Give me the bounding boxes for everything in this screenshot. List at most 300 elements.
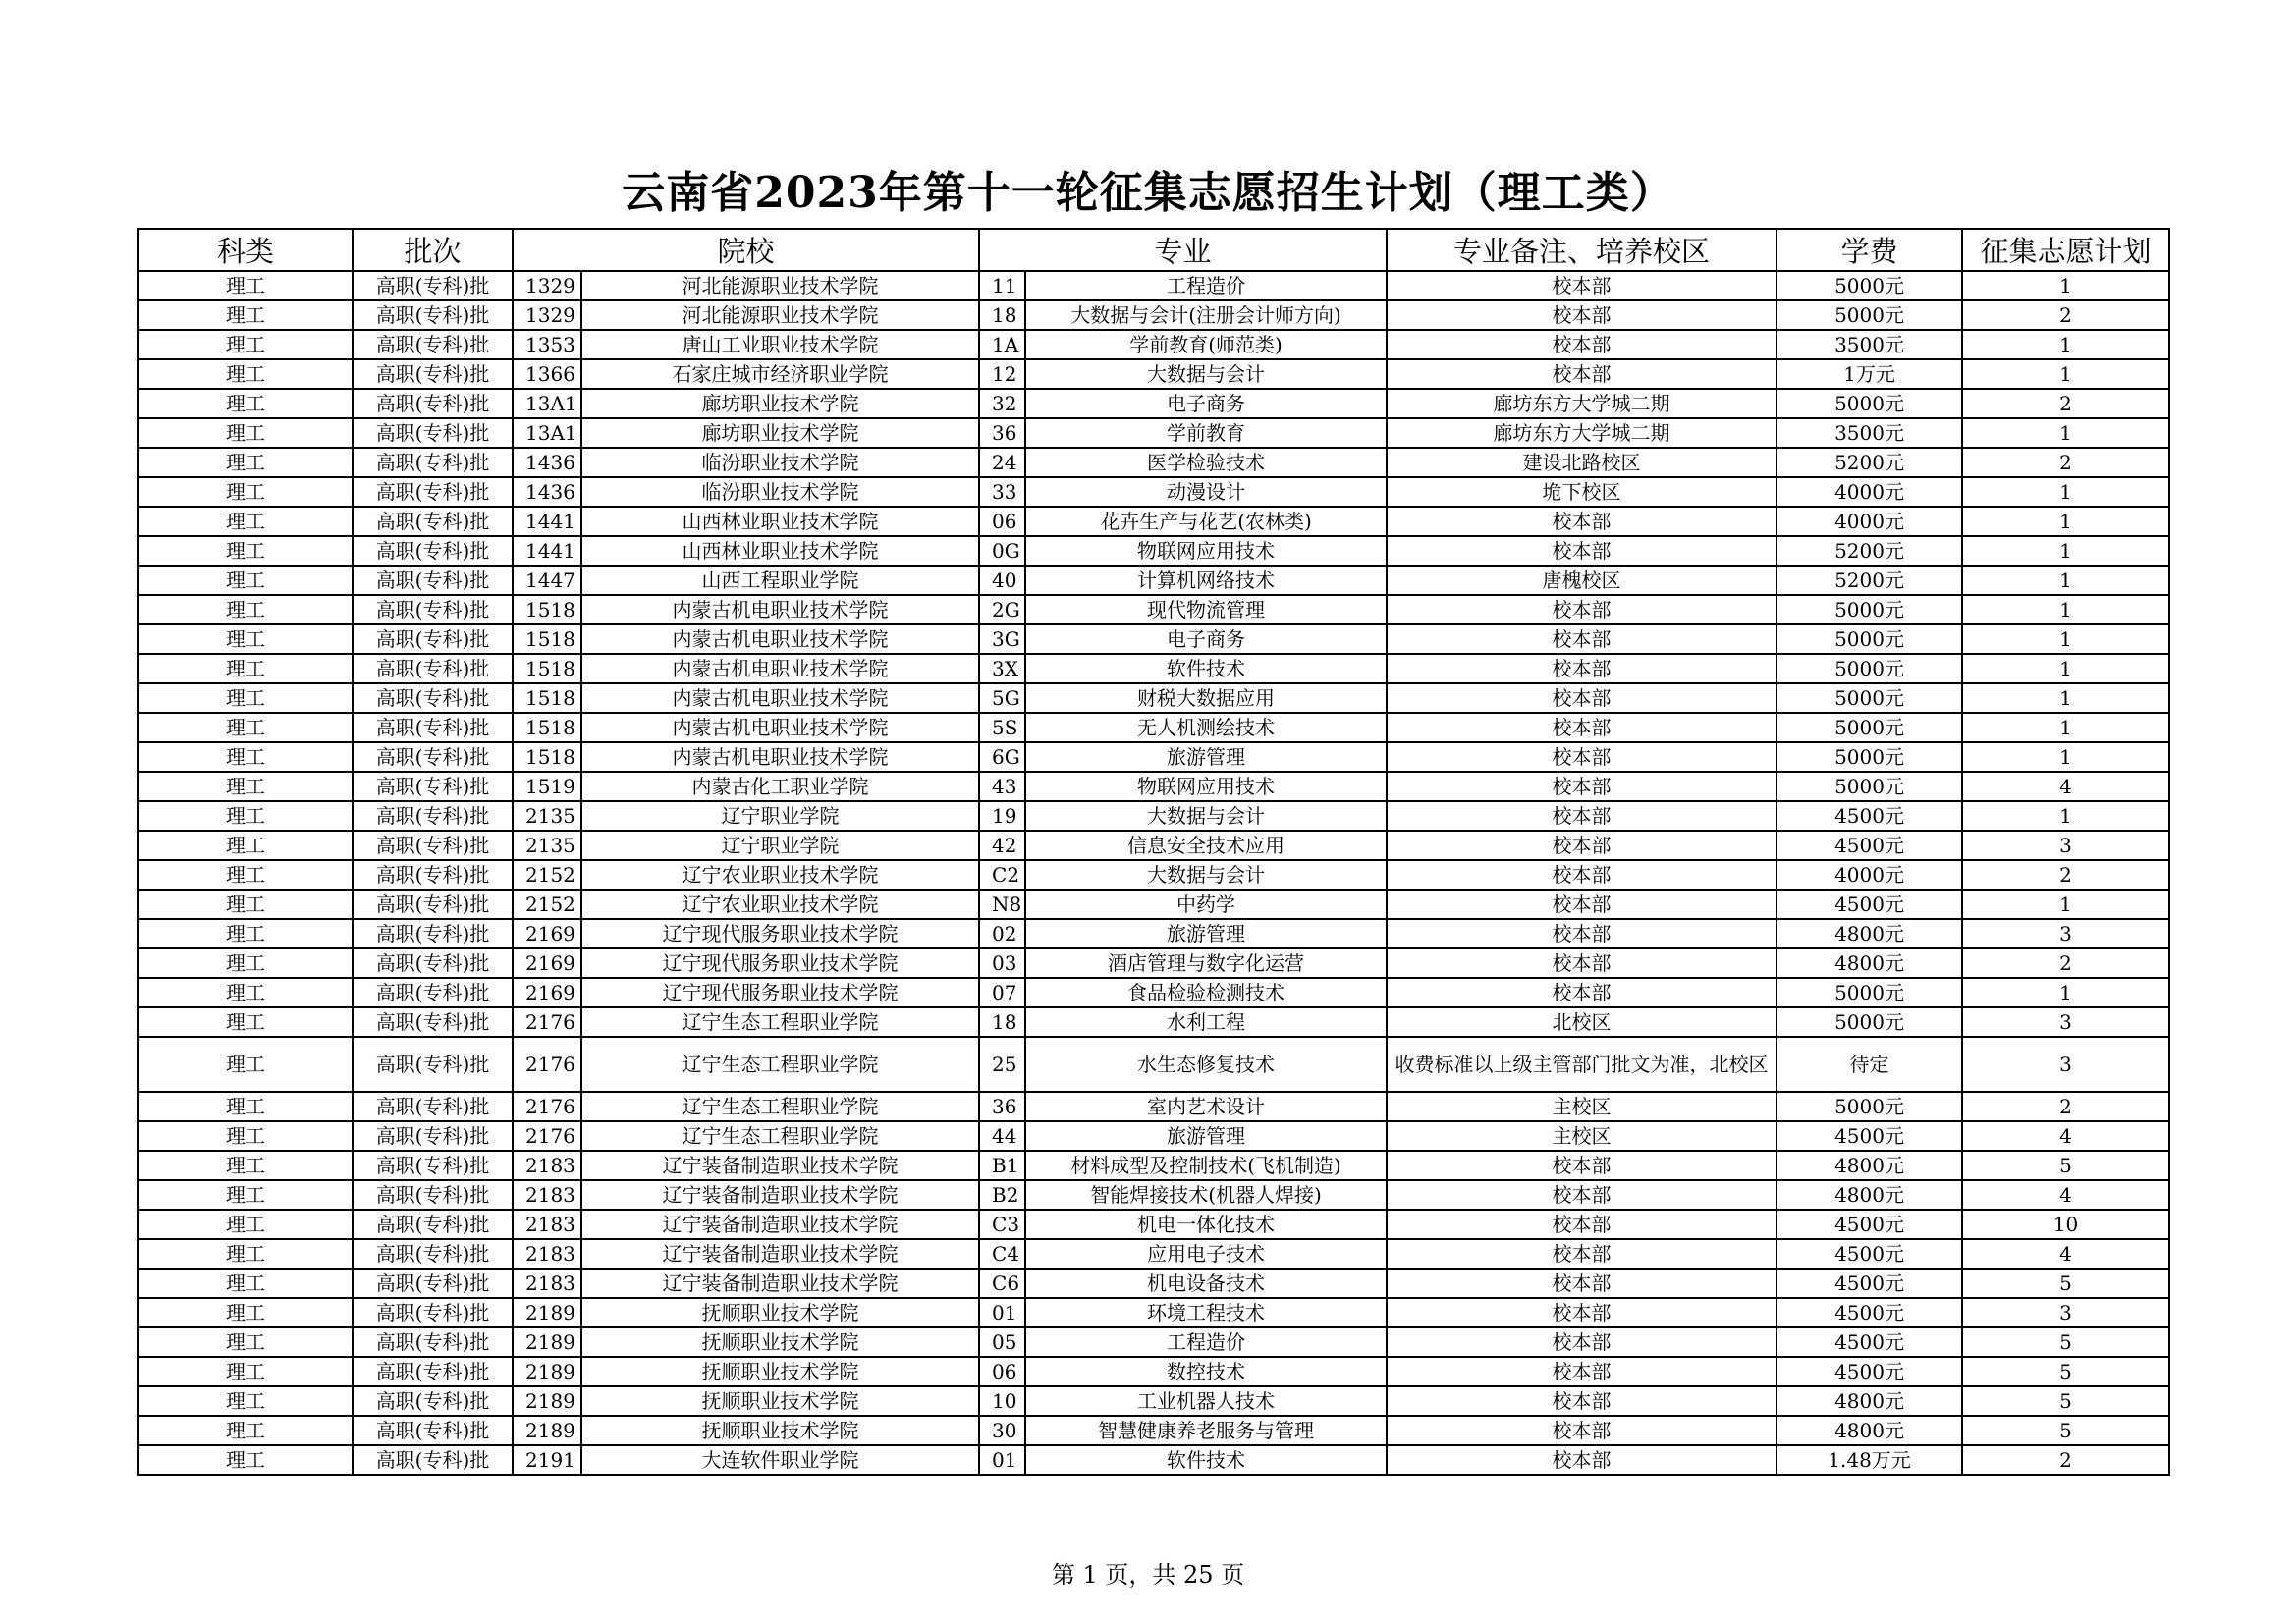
cell-plan: 3: [1962, 919, 2169, 948]
table-row: [138, 448, 2169, 477]
table-row: [138, 1357, 2169, 1386]
cell-school-name: 河北能源职业技术学院: [581, 271, 979, 300]
cell-batch: 高职(专科)批: [353, 1151, 513, 1180]
cell-note: 北校区: [1387, 1007, 1777, 1037]
cell-school-code: 2152: [513, 890, 581, 919]
cell-school-name: 辽宁装备制造职业技术学院: [581, 1239, 979, 1269]
cell-school-code: 2176: [513, 1007, 581, 1037]
cell-school-name: 辽宁生态工程职业学院: [581, 1092, 979, 1121]
cell-major-code: 0G: [979, 536, 1025, 566]
cell-major-name: 中药学: [1025, 890, 1387, 919]
cell-school-code: 1366: [513, 359, 581, 389]
cell-category: 理工: [138, 359, 353, 389]
cell-school-name: 辽宁生态工程职业学院: [581, 1037, 979, 1092]
cell-fee: 4500元: [1777, 1121, 1962, 1151]
cell-major-code: 36: [979, 1092, 1025, 1121]
cell-batch: 高职(专科)批: [353, 1037, 513, 1092]
cell-category: 理工: [138, 1269, 353, 1298]
cell-school-name: 临汾职业技术学院: [581, 448, 979, 477]
cell-note: 校本部: [1387, 271, 1777, 300]
cell-note: 校本部: [1387, 948, 1777, 978]
cell-major-name: 电子商务: [1025, 389, 1387, 418]
cell-major-name: 计算机网络技术: [1025, 566, 1387, 595]
cell-plan: 1: [1962, 890, 2169, 919]
cell-school-code: 2169: [513, 948, 581, 978]
cell-category: 理工: [138, 1445, 353, 1475]
cell-school-name: 廊坊职业技术学院: [581, 418, 979, 448]
cell-school-code: 2183: [513, 1151, 581, 1180]
cell-school-code: 2152: [513, 860, 581, 890]
cell-batch: 高职(专科)批: [353, 860, 513, 890]
cell-major-code: 01: [979, 1445, 1025, 1475]
cell-batch: 高职(专科)批: [353, 1298, 513, 1327]
cell-major-name: 软件技术: [1025, 654, 1387, 683]
cell-batch: 高职(专科)批: [353, 1357, 513, 1386]
cell-plan: 2: [1962, 1445, 2169, 1475]
cell-major-code: 03: [979, 948, 1025, 978]
cell-major-name: 医学检验技术: [1025, 448, 1387, 477]
cell-fee: 3500元: [1777, 418, 1962, 448]
cell-school-name: 山西林业职业技术学院: [581, 536, 979, 566]
table-row: [138, 683, 2169, 713]
table-row: [138, 1037, 2169, 1092]
cell-major-name: 软件技术: [1025, 1445, 1387, 1475]
cell-note: 校本部: [1387, 742, 1777, 772]
cell-school-name: 辽宁职业学院: [581, 831, 979, 860]
cell-note: 唐槐校区: [1387, 566, 1777, 595]
cell-major-name: 学前教育: [1025, 418, 1387, 448]
cell-note: 校本部: [1387, 1298, 1777, 1327]
header-plan: 征集志愿计划: [1962, 229, 2169, 271]
cell-major-code: 36: [979, 418, 1025, 448]
cell-batch: 高职(专科)批: [353, 742, 513, 772]
cell-major-name: 酒店管理与数字化运营: [1025, 948, 1387, 978]
cell-batch: 高职(专科)批: [353, 683, 513, 713]
cell-major-name: 大数据与会计: [1025, 860, 1387, 890]
cell-major-code: 2G: [979, 595, 1025, 624]
cell-school-code: 1518: [513, 624, 581, 654]
cell-major-name: 信息安全技术应用: [1025, 831, 1387, 860]
cell-major-code: 24: [979, 448, 1025, 477]
cell-category: 理工: [138, 1239, 353, 1269]
cell-major-code: 11: [979, 271, 1025, 300]
cell-plan: 1: [1962, 595, 2169, 624]
table-row: [138, 1180, 2169, 1210]
cell-note: 校本部: [1387, 536, 1777, 566]
table-row: [138, 831, 2169, 860]
cell-major-code: 06: [979, 1357, 1025, 1386]
cell-note: 校本部: [1387, 683, 1777, 713]
cell-plan: 10: [1962, 1210, 2169, 1239]
table-row: [138, 1416, 2169, 1445]
cell-fee: 5000元: [1777, 654, 1962, 683]
cell-fee: 3500元: [1777, 330, 1962, 359]
cell-major-name: 数控技术: [1025, 1357, 1387, 1386]
cell-school-code: 1518: [513, 654, 581, 683]
cell-major-code: 01: [979, 1298, 1025, 1327]
cell-major-code: 30: [979, 1416, 1025, 1445]
table-row: [138, 948, 2169, 978]
cell-category: 理工: [138, 890, 353, 919]
cell-major-name: 工程造价: [1025, 1327, 1387, 1357]
cell-major-name: 动漫设计: [1025, 477, 1387, 507]
cell-fee: 5200元: [1777, 536, 1962, 566]
cell-major-code: B2: [979, 1180, 1025, 1210]
table-row: [138, 566, 2169, 595]
cell-note: 校本部: [1387, 772, 1777, 801]
table-row: [138, 418, 2169, 448]
cell-batch: 高职(专科)批: [353, 1239, 513, 1269]
cell-plan: 4: [1962, 772, 2169, 801]
cell-plan: 1: [1962, 359, 2169, 389]
cell-plan: 5: [1962, 1357, 2169, 1386]
table-row: [138, 978, 2169, 1007]
cell-fee: 5000元: [1777, 595, 1962, 624]
cell-fee: 5200元: [1777, 448, 1962, 477]
cell-note: 校本部: [1387, 860, 1777, 890]
cell-school-code: 1329: [513, 271, 581, 300]
cell-fee: 5000元: [1777, 713, 1962, 742]
cell-batch: 高职(专科)批: [353, 831, 513, 860]
cell-batch: 高职(专科)批: [353, 1386, 513, 1416]
cell-major-code: 18: [979, 1007, 1025, 1037]
cell-plan: 1: [1962, 271, 2169, 300]
cell-note: 校本部: [1387, 890, 1777, 919]
cell-note: 校本部: [1387, 654, 1777, 683]
cell-plan: 1: [1962, 683, 2169, 713]
cell-plan: 1: [1962, 654, 2169, 683]
cell-major-code: N8: [979, 890, 1025, 919]
cell-school-code: 2183: [513, 1239, 581, 1269]
cell-school-code: 1329: [513, 300, 581, 330]
cell-school-name: 石家庄城市经济职业学院: [581, 359, 979, 389]
cell-fee: 4500元: [1777, 890, 1962, 919]
cell-school-name: 辽宁现代服务职业技术学院: [581, 948, 979, 978]
cell-major-name: 食品检验检测技术: [1025, 978, 1387, 1007]
cell-major-name: 旅游管理: [1025, 1121, 1387, 1151]
cell-school-code: 2189: [513, 1416, 581, 1445]
cell-school-name: 抚顺职业技术学院: [581, 1298, 979, 1327]
cell-school-name: 山西林业职业技术学院: [581, 507, 979, 536]
enrollment-plan-table: [137, 228, 2170, 1476]
cell-school-name: 抚顺职业技术学院: [581, 1357, 979, 1386]
cell-category: 理工: [138, 1037, 353, 1092]
cell-major-code: 19: [979, 801, 1025, 831]
table-row: [138, 1121, 2169, 1151]
cell-major-code: 06: [979, 507, 1025, 536]
cell-fee: 4800元: [1777, 1386, 1962, 1416]
cell-school-code: 1519: [513, 772, 581, 801]
cell-fee: 4500元: [1777, 1239, 1962, 1269]
cell-batch: 高职(专科)批: [353, 1092, 513, 1121]
cell-plan: 2: [1962, 948, 2169, 978]
cell-fee: 4500元: [1777, 831, 1962, 860]
cell-category: 理工: [138, 330, 353, 359]
table-row: [138, 300, 2169, 330]
cell-fee: 5000元: [1777, 271, 1962, 300]
cell-batch: 高职(专科)批: [353, 566, 513, 595]
cell-school-code: 2176: [513, 1121, 581, 1151]
cell-major-code: 42: [979, 831, 1025, 860]
cell-fee: 5000元: [1777, 772, 1962, 801]
cell-category: 理工: [138, 1092, 353, 1121]
table-row: [138, 1239, 2169, 1269]
cell-fee: 4500元: [1777, 801, 1962, 831]
cell-category: 理工: [138, 300, 353, 330]
cell-category: 理工: [138, 448, 353, 477]
cell-major-name: 大数据与会计: [1025, 801, 1387, 831]
cell-school-name: 山西工程职业学院: [581, 566, 979, 595]
cell-batch: 高职(专科)批: [353, 507, 513, 536]
cell-category: 理工: [138, 1151, 353, 1180]
cell-note: 校本部: [1387, 1327, 1777, 1357]
cell-category: 理工: [138, 742, 353, 772]
cell-fee: 1万元: [1777, 359, 1962, 389]
cell-fee: 4500元: [1777, 1210, 1962, 1239]
cell-batch: 高职(专科)批: [353, 418, 513, 448]
cell-school-name: 内蒙古机电职业技术学院: [581, 683, 979, 713]
cell-plan: 1: [1962, 418, 2169, 448]
cell-fee: 4000元: [1777, 860, 1962, 890]
cell-major-name: 环境工程技术: [1025, 1298, 1387, 1327]
table-row: [138, 1327, 2169, 1357]
table-row: [138, 389, 2169, 418]
cell-fee: 5000元: [1777, 683, 1962, 713]
cell-plan: 2: [1962, 300, 2169, 330]
header-batch: 批次: [353, 229, 513, 271]
cell-school-code: 1441: [513, 507, 581, 536]
cell-school-name: 大连软件职业学院: [581, 1445, 979, 1475]
header-category: 科类: [138, 229, 353, 271]
cell-school-name: 内蒙古机电职业技术学院: [581, 742, 979, 772]
cell-category: 理工: [138, 389, 353, 418]
cell-batch: 高职(专科)批: [353, 1327, 513, 1357]
cell-category: 理工: [138, 1416, 353, 1445]
cell-fee: 5000元: [1777, 742, 1962, 772]
cell-school-code: 1436: [513, 477, 581, 507]
cell-plan: 2: [1962, 1092, 2169, 1121]
cell-category: 理工: [138, 683, 353, 713]
cell-batch: 高职(专科)批: [353, 595, 513, 624]
cell-batch: 高职(专科)批: [353, 948, 513, 978]
table-row: [138, 1092, 2169, 1121]
table-row: [138, 536, 2169, 566]
cell-category: 理工: [138, 801, 353, 831]
cell-major-name: 智慧健康养老服务与管理: [1025, 1416, 1387, 1445]
cell-major-code: C2: [979, 860, 1025, 890]
cell-school-code: 2189: [513, 1298, 581, 1327]
cell-plan: 2: [1962, 860, 2169, 890]
cell-batch: 高职(专科)批: [353, 713, 513, 742]
cell-school-name: 内蒙古机电职业技术学院: [581, 713, 979, 742]
cell-note: 建设北路校区: [1387, 448, 1777, 477]
cell-major-code: 18: [979, 300, 1025, 330]
cell-plan: 1: [1962, 978, 2169, 1007]
table-row: [138, 713, 2169, 742]
cell-batch: 高职(专科)批: [353, 448, 513, 477]
cell-category: 理工: [138, 477, 353, 507]
cell-category: 理工: [138, 507, 353, 536]
cell-note: 校本部: [1387, 1445, 1777, 1475]
cell-major-code: 5G: [979, 683, 1025, 713]
cell-plan: 1: [1962, 566, 2169, 595]
cell-major-name: 工业机器人技术: [1025, 1386, 1387, 1416]
cell-note: 校本部: [1387, 1180, 1777, 1210]
cell-plan: 3: [1962, 831, 2169, 860]
cell-category: 理工: [138, 1210, 353, 1239]
table-header-row: [138, 229, 2169, 271]
header-major: 专业: [979, 229, 1387, 271]
cell-major-name: 水生态修复技术: [1025, 1037, 1387, 1092]
cell-category: 理工: [138, 831, 353, 860]
cell-plan: 2: [1962, 389, 2169, 418]
cell-plan: 5: [1962, 1416, 2169, 1445]
header-school: 院校: [513, 229, 979, 271]
cell-school-code: 2189: [513, 1386, 581, 1416]
cell-batch: 高职(专科)批: [353, 300, 513, 330]
cell-category: 理工: [138, 1327, 353, 1357]
cell-note: 校本部: [1387, 1151, 1777, 1180]
cell-fee: 5000元: [1777, 1007, 1962, 1037]
cell-note: 校本部: [1387, 801, 1777, 831]
cell-batch: 高职(专科)批: [353, 919, 513, 948]
cell-major-code: 07: [979, 978, 1025, 1007]
cell-major-name: 电子商务: [1025, 624, 1387, 654]
cell-fee: 4800元: [1777, 1180, 1962, 1210]
cell-batch: 高职(专科)批: [353, 536, 513, 566]
cell-school-code: 2191: [513, 1445, 581, 1475]
cell-category: 理工: [138, 948, 353, 978]
cell-major-code: 1A: [979, 330, 1025, 359]
cell-major-name: 机电设备技术: [1025, 1269, 1387, 1298]
cell-plan: 1: [1962, 713, 2169, 742]
table-row: [138, 1445, 2169, 1475]
cell-school-code: 1518: [513, 595, 581, 624]
cell-batch: 高职(专科)批: [353, 1121, 513, 1151]
cell-school-name: 辽宁职业学院: [581, 801, 979, 831]
cell-major-code: C6: [979, 1269, 1025, 1298]
cell-school-code: 2183: [513, 1210, 581, 1239]
cell-school-code: 1436: [513, 448, 581, 477]
cell-major-name: 旅游管理: [1025, 919, 1387, 948]
cell-major-name: 旅游管理: [1025, 742, 1387, 772]
table-row: [138, 477, 2169, 507]
cell-school-name: 内蒙古机电职业技术学院: [581, 654, 979, 683]
cell-fee: 5000元: [1777, 300, 1962, 330]
cell-note: 校本部: [1387, 330, 1777, 359]
cell-note: 主校区: [1387, 1121, 1777, 1151]
cell-school-name: 辽宁装备制造职业技术学院: [581, 1151, 979, 1180]
cell-school-code: 1518: [513, 713, 581, 742]
cell-major-name: 大数据与会计(注册会计师方向): [1025, 300, 1387, 330]
table-row: [138, 271, 2169, 300]
cell-plan: 3: [1962, 1037, 2169, 1092]
cell-fee: 4500元: [1777, 1327, 1962, 1357]
cell-major-name: 物联网应用技术: [1025, 772, 1387, 801]
cell-school-name: 辽宁装备制造职业技术学院: [581, 1269, 979, 1298]
cell-note: 校本部: [1387, 1386, 1777, 1416]
cell-category: 理工: [138, 1298, 353, 1327]
cell-school-code: 2169: [513, 978, 581, 1007]
cell-batch: 高职(专科)批: [353, 1416, 513, 1445]
cell-plan: 1: [1962, 536, 2169, 566]
cell-note: 校本部: [1387, 359, 1777, 389]
cell-fee: 待定: [1777, 1037, 1962, 1092]
cell-major-name: 室内艺术设计: [1025, 1092, 1387, 1121]
cell-note: 垝下校区: [1387, 477, 1777, 507]
cell-major-code: 3G: [979, 624, 1025, 654]
cell-plan: 3: [1962, 1007, 2169, 1037]
table-row: [138, 595, 2169, 624]
cell-school-name: 辽宁生态工程职业学院: [581, 1121, 979, 1151]
cell-fee: 4800元: [1777, 1151, 1962, 1180]
cell-category: 理工: [138, 624, 353, 654]
cell-school-name: 内蒙古化工职业学院: [581, 772, 979, 801]
cell-school-code: 2189: [513, 1327, 581, 1357]
cell-major-name: 机电一体化技术: [1025, 1210, 1387, 1239]
cell-major-code: 33: [979, 477, 1025, 507]
cell-category: 理工: [138, 1357, 353, 1386]
cell-fee: 4000元: [1777, 507, 1962, 536]
cell-major-code: C3: [979, 1210, 1025, 1239]
cell-note: 校本部: [1387, 1210, 1777, 1239]
cell-note: 廊坊东方大学城二期: [1387, 418, 1777, 448]
header-note: 专业备注、培养校区: [1387, 229, 1777, 271]
cell-fee: 5000元: [1777, 624, 1962, 654]
cell-category: 理工: [138, 654, 353, 683]
cell-school-code: 2169: [513, 919, 581, 948]
cell-school-name: 抚顺职业技术学院: [581, 1386, 979, 1416]
cell-school-name: 内蒙古机电职业技术学院: [581, 624, 979, 654]
cell-plan: 1: [1962, 477, 2169, 507]
table-row: [138, 330, 2169, 359]
cell-major-code: 5S: [979, 713, 1025, 742]
cell-major-name: 现代物流管理: [1025, 595, 1387, 624]
cell-fee: 4800元: [1777, 948, 1962, 978]
cell-batch: 高职(专科)批: [353, 359, 513, 389]
cell-major-code: 6G: [979, 742, 1025, 772]
table-row: [138, 359, 2169, 389]
cell-school-name: 辽宁装备制造职业技术学院: [581, 1210, 979, 1239]
table-row: [138, 1298, 2169, 1327]
cell-plan: 5: [1962, 1151, 2169, 1180]
cell-school-name: 内蒙古机电职业技术学院: [581, 595, 979, 624]
cell-batch: 高职(专科)批: [353, 1180, 513, 1210]
cell-major-code: 3X: [979, 654, 1025, 683]
cell-school-name: 辽宁生态工程职业学院: [581, 1007, 979, 1037]
cell-batch: 高职(专科)批: [353, 978, 513, 1007]
table-body: [138, 271, 2169, 1475]
cell-plan: 1: [1962, 330, 2169, 359]
cell-note: 校本部: [1387, 624, 1777, 654]
cell-major-name: 工程造价: [1025, 271, 1387, 300]
table-row: [138, 742, 2169, 772]
cell-plan: 1: [1962, 507, 2169, 536]
cell-note: 校本部: [1387, 1357, 1777, 1386]
cell-fee: 4800元: [1777, 1416, 1962, 1445]
cell-school-name: 抚顺职业技术学院: [581, 1416, 979, 1445]
cell-school-code: 1447: [513, 566, 581, 595]
cell-batch: 高职(专科)批: [353, 271, 513, 300]
table-row: [138, 801, 2169, 831]
table-row: [138, 1210, 2169, 1239]
cell-school-code: 2176: [513, 1037, 581, 1092]
cell-school-name: 辽宁农业职业技术学院: [581, 860, 979, 890]
cell-category: 理工: [138, 536, 353, 566]
cell-note: 收费标准以上级主管部门批文为准，北校区: [1387, 1037, 1777, 1092]
table-row: [138, 772, 2169, 801]
cell-school-code: 13A1: [513, 389, 581, 418]
